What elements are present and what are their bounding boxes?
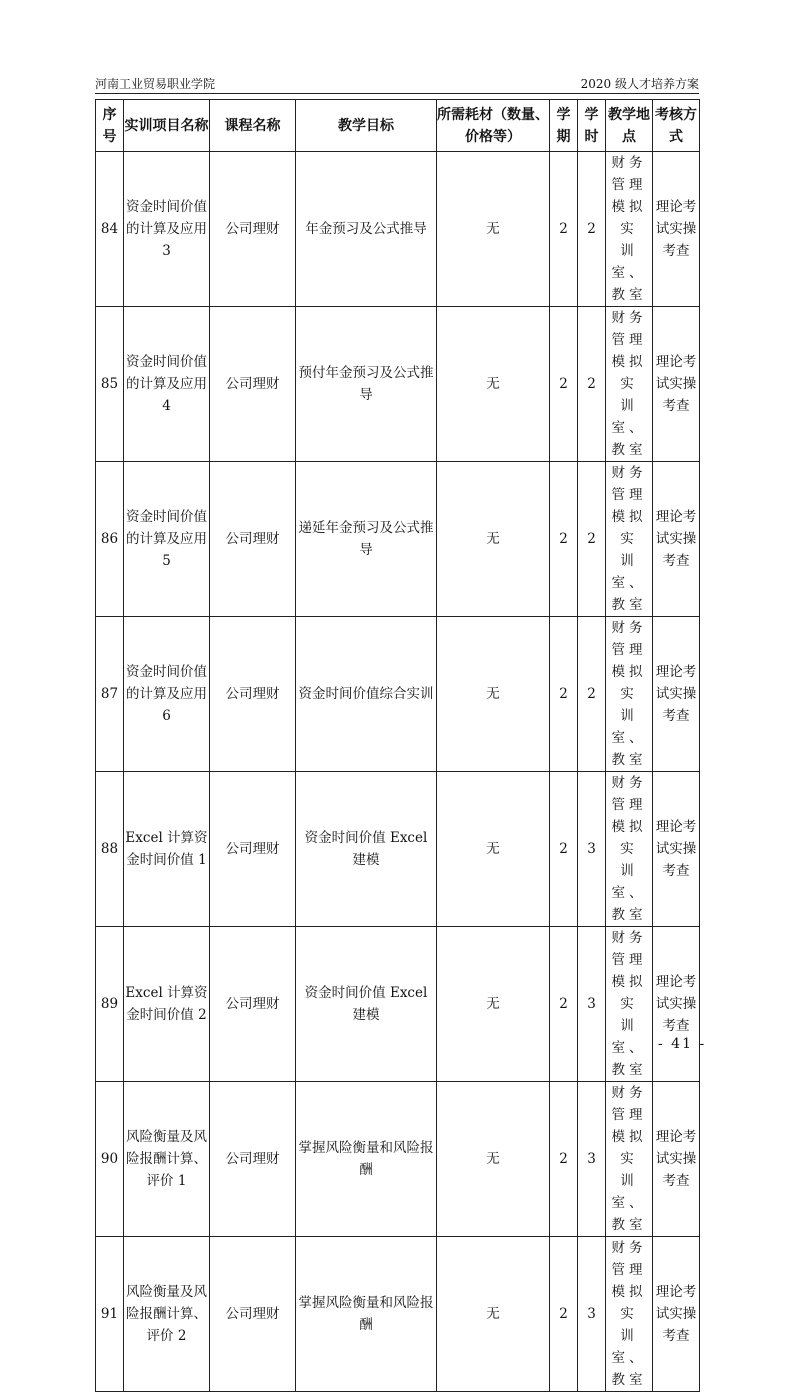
- col-header-no: 序号: [96, 100, 124, 152]
- col-header-materials: 所需耗材（数量、价格等）: [437, 100, 550, 152]
- cell-no: 89: [96, 927, 124, 1082]
- table-row: [96, 772, 700, 927]
- cell-no: 90: [96, 1082, 124, 1237]
- cell-no: 87: [96, 617, 124, 772]
- cell-term: 2: [550, 307, 578, 462]
- cell-goal: 资金时间价值 Excel 建模: [296, 927, 437, 1082]
- cell-goal: 递延年金预习及公式推导: [296, 462, 437, 617]
- cell-goal: 资金时间价值 Excel 建模: [296, 772, 437, 927]
- cell-term: 2: [550, 462, 578, 617]
- table-row: [96, 617, 700, 772]
- cell-hours: 2: [578, 307, 606, 462]
- institution-name: 河南工业贸易职业学院: [95, 77, 216, 91]
- col-header-assessment: 考核方式: [653, 100, 700, 152]
- table-row: [96, 152, 700, 307]
- location-text: 财务管理模拟实 训室、教室: [611, 155, 656, 303]
- cell-assessment: 理论考试实操考查: [653, 927, 700, 1082]
- cell-goal: 掌握风险衡量和风险报酬: [296, 1237, 437, 1392]
- cell-name: 资金时间价值的计算及应用4: [124, 307, 210, 462]
- location-text: 财务管理模拟实 训室、教室: [611, 310, 656, 458]
- cell-course: 公司理财: [210, 927, 296, 1082]
- plan-title: 2020 级人才培养方案: [580, 77, 699, 91]
- cell-assessment: 理论考试实操考查: [653, 307, 700, 462]
- cell-name: 资金时间价值的计算及应用3: [124, 152, 210, 307]
- cell-location: [606, 152, 656, 307]
- cell-term: 2: [550, 1237, 578, 1392]
- cell-materials: 无: [437, 617, 550, 772]
- col-header-hours: 学时: [578, 100, 606, 152]
- cell-location: [606, 617, 656, 772]
- cell-term: 2: [550, 927, 578, 1082]
- cell-assessment: 理论考试实操考查: [653, 1237, 700, 1392]
- page-header: [95, 75, 699, 94]
- col-header-goal: 教学目标: [296, 100, 437, 152]
- page-number: - 41 -: [658, 1036, 707, 1052]
- table-row: [96, 307, 700, 462]
- cell-hours: 3: [578, 772, 606, 927]
- table-row: [96, 1237, 700, 1392]
- cell-no: 84: [96, 152, 124, 307]
- cell-materials: 无: [437, 462, 550, 617]
- cell-materials: 无: [437, 772, 550, 927]
- table-header-row: [96, 100, 700, 152]
- cell-hours: 3: [578, 1082, 606, 1237]
- location-text: 财务管理模拟实 训室、教室: [611, 1240, 656, 1388]
- cell-goal: 掌握风险衡量和风险报酬: [296, 1082, 437, 1237]
- table-row: [96, 1082, 700, 1237]
- cell-no: 85: [96, 307, 124, 462]
- cell-no: 88: [96, 772, 124, 927]
- cell-course: 公司理财: [210, 307, 296, 462]
- cell-location: [606, 927, 656, 1082]
- location-text: 财务管理模拟实 训室、教室: [611, 775, 656, 923]
- col-header-course: 课程名称: [210, 100, 296, 152]
- table-row: [96, 927, 700, 1082]
- cell-location: [606, 1082, 656, 1237]
- cell-location: [606, 772, 656, 927]
- cell-hours: 2: [578, 617, 606, 772]
- cell-name: 风险衡量及风险报酬计算、评价 1: [124, 1082, 210, 1237]
- cell-assessment: 理论考试实操考查: [653, 772, 700, 927]
- cell-hours: 2: [578, 462, 606, 617]
- cell-term: 2: [550, 1082, 578, 1237]
- cell-name: Excel 计算资金时间价值 1: [124, 772, 210, 927]
- cell-goal: 年金预习及公式推导: [296, 152, 437, 307]
- location-text: 财务管理模拟实 训室、教室: [611, 930, 656, 1078]
- cell-hours: 2: [578, 152, 606, 307]
- cell-name: 资金时间价值的计算及应用6: [124, 617, 210, 772]
- cell-materials: 无: [437, 307, 550, 462]
- cell-name: Excel 计算资金时间价值 2: [124, 927, 210, 1082]
- cell-no: 86: [96, 462, 124, 617]
- cell-course: 公司理财: [210, 617, 296, 772]
- cell-course: 公司理财: [210, 772, 296, 927]
- cell-name: 风险衡量及风险报酬计算、评价 2: [124, 1237, 210, 1392]
- cell-course: 公司理财: [210, 462, 296, 617]
- col-header-name: 实训项目名称: [124, 100, 210, 152]
- cell-course: 公司理财: [210, 1082, 296, 1237]
- cell-assessment: 理论考试实操考查: [653, 617, 700, 772]
- col-header-location: 教学地点: [606, 100, 653, 152]
- cell-course: 公司理财: [210, 152, 296, 307]
- cell-materials: 无: [437, 152, 550, 307]
- cell-assessment: 理论考试实操考查: [653, 1082, 700, 1237]
- cell-location: [606, 1237, 656, 1392]
- cell-location: [606, 462, 656, 617]
- cell-term: 2: [550, 152, 578, 307]
- location-text: 财务管理模拟实 训室、教室: [611, 620, 656, 768]
- cell-location: [606, 307, 656, 462]
- location-text: 财务管理模拟实 训室、教室: [611, 465, 656, 613]
- cell-hours: 3: [578, 927, 606, 1082]
- cell-goal: 资金时间价值综合实训: [296, 617, 437, 772]
- cell-course: 公司理财: [210, 1237, 296, 1392]
- cell-term: 2: [550, 617, 578, 772]
- cell-term: 2: [550, 772, 578, 927]
- cell-assessment: 理论考试实操考查: [653, 462, 700, 617]
- cell-hours: 3: [578, 1237, 606, 1392]
- training-projects-table: [95, 99, 700, 1392]
- cell-materials: 无: [437, 1082, 550, 1237]
- cell-assessment: 理论考试实操考查: [653, 152, 700, 307]
- location-text: 财务管理模拟实 训室、教室: [611, 1085, 656, 1233]
- cell-materials: 无: [437, 1237, 550, 1392]
- cell-goal: 预付年金预习及公式推导: [296, 307, 437, 462]
- cell-no: 91: [96, 1237, 124, 1392]
- col-header-term: 学期: [550, 100, 578, 152]
- table-row: [96, 462, 700, 617]
- cell-materials: 无: [437, 927, 550, 1082]
- cell-name: 资金时间价值的计算及应用5: [124, 462, 210, 617]
